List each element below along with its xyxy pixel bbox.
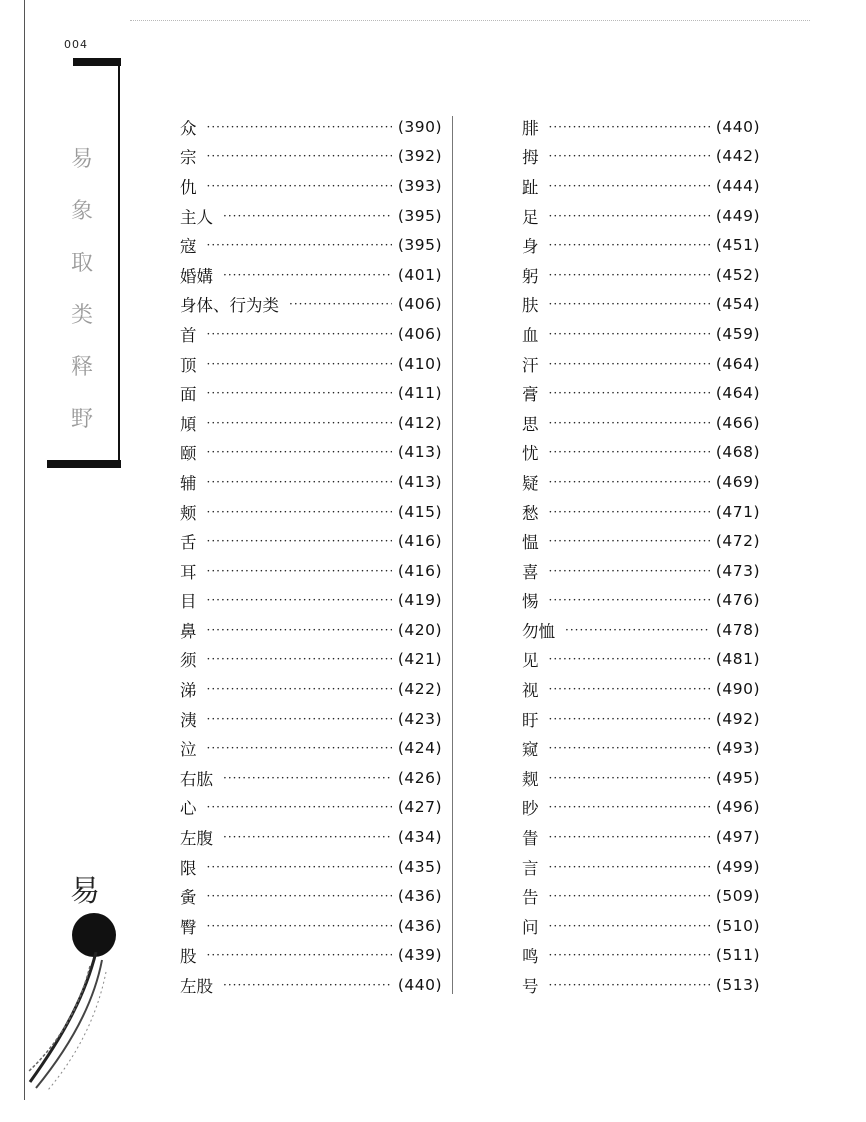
toc-entry-page: (416): [397, 561, 442, 580]
toc-entry-page: (473): [715, 561, 760, 580]
toc-entry-term: 身: [522, 237, 539, 257]
toc-entry-page: (393): [397, 176, 442, 195]
toc-entry-term: 鸣: [522, 947, 539, 967]
toc-entry-page: (411): [397, 384, 442, 403]
toc-entry: [180, 852, 442, 882]
toc-entry-term: 颐: [180, 444, 197, 464]
toc-entry-page: (436): [397, 887, 442, 906]
toc-entry-term: 喜: [522, 562, 539, 582]
toc-entry-page: (420): [397, 620, 442, 639]
toc-entry-term: 众: [180, 118, 197, 138]
toc-entry-page: (466): [715, 413, 760, 432]
toc-entry-page: (444): [715, 176, 760, 195]
toc-entry-term: 号: [522, 977, 539, 997]
dot-leader: [207, 800, 392, 814]
toc-entry-term: 主人: [180, 207, 213, 227]
toc-entry: [522, 852, 760, 882]
toc-entry-term: 见: [522, 651, 539, 671]
toc-entry-page: (410): [397, 354, 442, 373]
toc-entry-term: 限: [180, 858, 197, 878]
toc-entry-term: 视: [522, 681, 539, 701]
dot-leader: [207, 327, 392, 341]
dot-leader: [549, 534, 710, 548]
toc-entry-page: (415): [397, 502, 442, 521]
toc-entry-term: 臀: [180, 917, 197, 937]
left-margin-line: [24, 0, 25, 1100]
toc-entry-page: (439): [397, 946, 442, 965]
toc-entry: [180, 290, 442, 320]
toc-entry-page: (434): [397, 828, 442, 847]
toc-entry-term: 思: [522, 414, 539, 434]
toc-entry-page: (423): [397, 709, 442, 728]
toc-entry-page: (416): [397, 532, 442, 551]
toc-entry-term: 膏: [522, 385, 539, 405]
toc-entry-page: (436): [397, 916, 442, 935]
toc-entry-page: (472): [715, 532, 760, 551]
toc-entry-page: (406): [397, 324, 442, 343]
toc-entry-term: 身体、行为类: [180, 296, 279, 316]
toc-entry: [522, 704, 760, 734]
toc-entry: [180, 438, 442, 468]
toc-entry: [180, 556, 442, 586]
toc-entry-term: 须: [180, 651, 197, 671]
dot-leader: [223, 978, 392, 992]
dot-leader: [207, 593, 392, 607]
toc-entry-page: (427): [397, 798, 442, 817]
toc-entry: [180, 467, 442, 497]
toc-entry: [180, 349, 442, 379]
dot-leader: [549, 741, 710, 755]
toc-entry-page: (395): [397, 236, 442, 255]
toc-entry-page: (440): [715, 117, 760, 136]
toc-entry: [522, 201, 760, 231]
toc-entry-term: 血: [522, 325, 539, 345]
toc-entry-term: 惕: [522, 592, 539, 612]
top-dotted-rule: [130, 20, 810, 21]
dot-leader: [207, 682, 392, 696]
toc-entry-term: 右肱: [180, 769, 213, 789]
dot-leader: [207, 475, 392, 489]
toc-entry: [522, 526, 760, 556]
dot-leader: [549, 682, 710, 696]
dot-leader: [207, 712, 392, 726]
toc-entry-term: 涕: [180, 681, 197, 701]
toc-entry-page: (476): [715, 591, 760, 610]
dot-leader: [549, 919, 710, 933]
toc-entry: [522, 645, 760, 675]
dot-leader: [549, 386, 710, 400]
toc-entry-page: (459): [715, 324, 760, 343]
toc-entry: [522, 941, 760, 971]
dot-leader: [207, 889, 392, 903]
toc-entry-term: 舌: [180, 533, 197, 553]
toc-entry-page: (442): [715, 147, 760, 166]
toc-entry-term: 眇: [522, 799, 539, 819]
toc-entry: [180, 171, 442, 201]
toc-entry: [180, 142, 442, 172]
toc-entry-page: (440): [397, 976, 442, 995]
toc-entry-term: 洟: [180, 710, 197, 730]
dot-leader: [207, 652, 392, 666]
dot-leader: [207, 149, 392, 163]
dot-leader: [207, 741, 392, 755]
toc-entry: [522, 230, 760, 260]
toc-entry: [180, 674, 442, 704]
toc-entry-page: (471): [715, 502, 760, 521]
dot-leader: [549, 860, 710, 874]
dot-leader: [549, 416, 710, 430]
toc-entry-term: 问: [522, 917, 539, 937]
dot-leader: [549, 179, 710, 193]
toc-entry: [522, 260, 760, 290]
toc-entry-term: 夤: [180, 888, 197, 908]
dot-leader: [549, 209, 710, 223]
toc-entry-page: (419): [397, 591, 442, 610]
toc-entry-term: 宗: [180, 148, 197, 168]
toc-entry: [180, 586, 442, 616]
dot-leader: [549, 120, 710, 134]
toc-entry-term: 寇: [180, 237, 197, 257]
toc-entry-page: (510): [715, 916, 760, 935]
title-frame-side-line: [118, 66, 120, 460]
toc-entry: [180, 881, 442, 911]
dot-leader: [549, 475, 710, 489]
toc-entry-term: 心: [180, 799, 197, 819]
book-title-char: 类: [70, 303, 93, 328]
toc-entry-term: 左腹: [180, 829, 213, 849]
toc-entry-page: (401): [397, 265, 442, 284]
toc-entry: [180, 970, 442, 1000]
toc-entry-term: 顶: [180, 355, 197, 375]
dot-leader: [207, 120, 392, 134]
toc-entry-term: 眚: [522, 829, 539, 849]
toc-entry: [522, 911, 760, 941]
book-title-char: 易: [70, 147, 93, 172]
toc-entry-page: (422): [397, 680, 442, 699]
toc-entry-page: (452): [715, 265, 760, 284]
toc-entry-term: 仇: [180, 177, 197, 197]
dot-leader: [549, 149, 710, 163]
book-title-vertical: [62, 148, 102, 432]
toc-entry-term: 躬: [522, 266, 539, 286]
toc-entry: [180, 260, 442, 290]
dot-leader: [207, 505, 392, 519]
brush-swirl-icon: [26, 952, 126, 1092]
toc-entry-page: (468): [715, 443, 760, 462]
toc-entry: [522, 822, 760, 852]
toc-entry-page: (511): [715, 946, 760, 965]
dot-leader: [549, 978, 710, 992]
toc-entry-term: 疑: [522, 473, 539, 493]
dot-leader: [207, 386, 392, 400]
toc-entry: [180, 763, 442, 793]
toc-entry-page: (424): [397, 739, 442, 758]
dot-leader: [549, 327, 710, 341]
toc-entry-page: (469): [715, 472, 760, 491]
toc-entry-page: (496): [715, 798, 760, 817]
toc-entry-page: (395): [397, 206, 442, 225]
toc-entry-page: (464): [715, 354, 760, 373]
dot-leader: [549, 593, 710, 607]
toc-entry: [180, 497, 442, 527]
dot-leader: [207, 860, 392, 874]
toc-entry-page: (449): [715, 206, 760, 225]
toc-entry-page: (390): [397, 117, 442, 136]
toc-entry-term: 腓: [522, 118, 539, 138]
toc-entry-term: 婚媾: [180, 266, 213, 286]
toc-entry: [522, 556, 760, 586]
dot-leader: [207, 919, 392, 933]
toc-entry-term: 颊: [180, 503, 197, 523]
toc-entry-term: 觌: [522, 769, 539, 789]
toc-entry: [180, 615, 442, 645]
toc-entry-term: 肤: [522, 296, 539, 316]
toc-entry: [522, 290, 760, 320]
dot-leader: [549, 712, 710, 726]
dot-leader: [549, 238, 710, 252]
dot-leader: [207, 534, 392, 548]
toc-entry: [180, 911, 442, 941]
title-frame-bottom-bar: [47, 460, 121, 468]
toc-entry: [522, 142, 760, 172]
toc-entry: [180, 408, 442, 438]
dot-leader: [207, 564, 392, 578]
toc-entry: [522, 171, 760, 201]
dot-leader: [223, 209, 392, 223]
toc-entry-term: 告: [522, 888, 539, 908]
toc-entry-term: 首: [180, 325, 197, 345]
toc-entry-term: 面: [180, 385, 197, 405]
toc-entry: [522, 467, 760, 497]
book-title-char: 释: [70, 355, 93, 380]
toc-entry-term: 拇: [522, 148, 539, 168]
dot-leader: [207, 179, 392, 193]
toc-entry-term: 泣: [180, 740, 197, 760]
page-number: 004: [64, 38, 88, 51]
toc-entry: [522, 497, 760, 527]
book-title-char: 野: [70, 407, 93, 432]
toc-entry: [180, 822, 442, 852]
toc-entry-term: 愠: [522, 533, 539, 553]
toc-entry-term: 足: [522, 207, 539, 227]
toc-entry: [180, 378, 442, 408]
dot-leader: [207, 445, 392, 459]
toc-entry-page: (413): [397, 443, 442, 462]
dot-leader: [207, 948, 392, 962]
title-frame-top-bar: [73, 58, 121, 66]
toc-entry: [522, 733, 760, 763]
toc-entry-page: (481): [715, 650, 760, 669]
toc-entry: [522, 349, 760, 379]
book-title-char: 象: [70, 199, 93, 224]
toc-entry-term: 窥: [522, 740, 539, 760]
dot-leader: [549, 297, 710, 311]
toc-entry-page: (493): [715, 739, 760, 758]
toc-entry: [180, 112, 442, 142]
dot-leader: [223, 771, 392, 785]
toc-entry: [180, 201, 442, 231]
dot-leader: [549, 564, 710, 578]
toc-left-column: [180, 112, 442, 1000]
toc-entry: [522, 674, 760, 704]
dot-leader: [549, 268, 710, 282]
toc-entry: [522, 319, 760, 349]
toc-entry: [522, 763, 760, 793]
dot-leader: [549, 652, 710, 666]
toc-entry-page: (492): [715, 709, 760, 728]
toc-entry-term: 左股: [180, 977, 213, 997]
toc-entry: [522, 112, 760, 142]
toc-entry: [180, 733, 442, 763]
toc-entry: [522, 438, 760, 468]
toc-entry-page: (478): [715, 620, 760, 639]
toc-entry-page: (426): [397, 768, 442, 787]
toc-entry-term: 愁: [522, 503, 539, 523]
dot-leader: [549, 800, 710, 814]
toc-entry-term: 忧: [522, 444, 539, 464]
toc-entry-term: 趾: [522, 177, 539, 197]
toc-entry-page: (509): [715, 887, 760, 906]
toc-entry: [180, 941, 442, 971]
toc-entry-term: 耳: [180, 562, 197, 582]
dot-leader: [207, 357, 392, 371]
toc-entry: [522, 378, 760, 408]
dot-leader: [207, 416, 392, 430]
toc-entry-page: (435): [397, 857, 442, 876]
dot-leader: [549, 357, 710, 371]
toc-entry-page: (513): [715, 976, 760, 995]
toc-entry: [180, 230, 442, 260]
dot-leader: [549, 505, 710, 519]
toc-entry: [180, 319, 442, 349]
dot-leader: [289, 297, 392, 311]
toc-entry-page: (451): [715, 236, 760, 255]
toc-entry-term: 辅: [180, 473, 197, 493]
dot-leader: [207, 623, 392, 637]
toc-entry: [180, 704, 442, 734]
toc-entry-page: (454): [715, 295, 760, 314]
toc-entry-page: (497): [715, 828, 760, 847]
toc-entry-term: 勿恤: [522, 621, 555, 641]
column-divider: [452, 116, 453, 994]
toc-entry: [522, 970, 760, 1000]
toc-entry: [522, 881, 760, 911]
toc-entry: [522, 615, 760, 645]
toc-entry-page: (413): [397, 472, 442, 491]
book-title-char: 取: [70, 251, 93, 276]
book-logo-char: 易: [70, 874, 100, 909]
toc-entry-page: (464): [715, 384, 760, 403]
toc-entry: [180, 793, 442, 823]
toc-entry-term: 盱: [522, 710, 539, 730]
toc-entry-term: 股: [180, 947, 197, 967]
dot-leader: [549, 889, 710, 903]
dot-leader: [223, 830, 392, 844]
toc-entry: [522, 793, 760, 823]
toc-entry-page: (499): [715, 857, 760, 876]
toc-entry-page: (392): [397, 147, 442, 166]
toc-entry: [180, 645, 442, 675]
dot-leader: [549, 771, 710, 785]
toc-entry: [522, 586, 760, 616]
toc-entry-page: (495): [715, 768, 760, 787]
taiji-dot-icon: [72, 913, 116, 957]
dot-leader: [223, 268, 392, 282]
toc-entry-page: (421): [397, 650, 442, 669]
dot-leader: [565, 623, 710, 637]
toc-entry-term: 頄: [180, 414, 197, 434]
toc-entry: [522, 408, 760, 438]
toc-entry-term: 鼻: [180, 621, 197, 641]
toc-entry-term: 汗: [522, 355, 539, 375]
toc-entry-term: 目: [180, 592, 197, 612]
dot-leader: [207, 238, 392, 252]
toc-entry-page: (412): [397, 413, 442, 432]
toc-entry-term: 言: [522, 858, 539, 878]
toc-entry-page: (406): [397, 295, 442, 314]
dot-leader: [549, 445, 710, 459]
dot-leader: [549, 948, 710, 962]
toc-entry-page: (490): [715, 680, 760, 699]
toc-right-column: [522, 112, 760, 1000]
toc-entry: [180, 526, 442, 556]
dot-leader: [549, 830, 710, 844]
